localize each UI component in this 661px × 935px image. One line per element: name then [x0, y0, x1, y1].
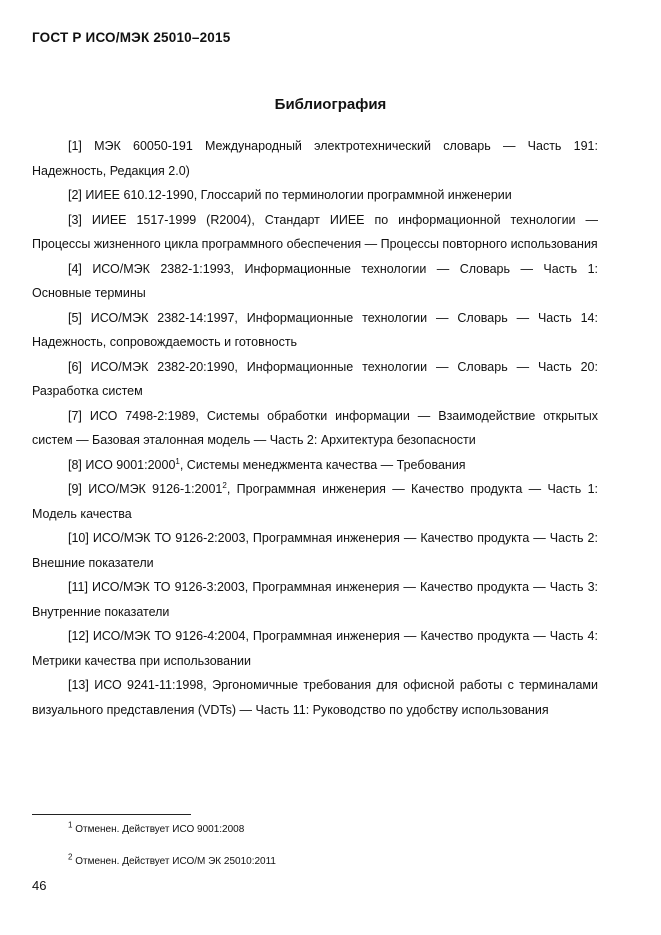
reference-9-rest: , Программная инженерия — Качество продукта — Часть 1: Модель качества: [32, 482, 598, 521]
reference-8-rest: , Системы менеджмента качества — Требования: [179, 457, 466, 472]
bibliography-list: [32, 134, 598, 722]
page-title: Библиография: [274, 96, 387, 113]
reference-4: [4] ИСО/МЭК 2382-1:1993, Информационные технологии — Словарь — Часть 1: Основные термины: [32, 261, 598, 300]
reference-9: [32, 477, 598, 526]
reference-3: [3] ИИЕЕ 1517-1999 (R2004), Стандарт ИИЕЕ по информационной технологии — Процессы жизненного цикла программного обеспечения — Процессы повторного использования: [32, 212, 598, 251]
reference-13: [13] ИСО 9241-11:1998, Эргономичные требования для офисной работы с терминалами визуального представления (VDTs) — Часть 11: Руководство по удобству использования: [32, 678, 598, 717]
reference-8-main: [8] ИСО 9001:2000: [68, 457, 176, 472]
footnote-2: [68, 852, 276, 867]
reference-9-main: [9] ИСО/МЭК 9126-1:2001: [68, 482, 223, 496]
reference-5: [5] ИСО/МЭК 2382-14:1997, Информационные технологии — Словарь — Часть 14: Надежность, сопровождаемость и готовность: [32, 310, 598, 349]
reference-1: [1] МЭК 60050-191 Международный электротехнический словарь — Часть 191: Надежность, Редакция 2.0): [32, 139, 598, 178]
footnote-divider: [32, 814, 191, 815]
footnote-mark-1: 1: [175, 456, 180, 466]
reference-8: [32, 453, 598, 478]
reference-2: [2] ИИЕЕ 610.12-1990, Глоссарий по терминологии программной инженерии: [68, 188, 512, 202]
footnote-2-mark: 2: [68, 852, 73, 862]
document-header: ГОСТ Р ИСО/МЭК 25010–2015: [32, 30, 231, 45]
reference-11: [11] ИСО/МЭК ТО 9126-3:2003, Программная инженерия — Качество продукта — Часть 3: Внутренние показатели: [32, 580, 598, 619]
footnote-2-text: Отменен. Действует ИСО/М ЭК 25010:2011: [72, 856, 276, 867]
reference-10: [10] ИСО/МЭК ТО 9126-2:2003, Программная инженерия — Качество продукта — Часть 2: Внешние показатели: [32, 531, 598, 570]
footnote-1-text: Отменен. Действует ИСО 9001:2008: [72, 824, 245, 835]
reference-12: [12] ИСО/МЭК ТО 9126-4:2004, Программная инженерия — Качество продукта — Часть 4: Метрики качества при использовании: [32, 629, 598, 668]
reference-7: [7] ИСО 7498-2:1989, Системы обработки информации — Взаимодействие открытых систем — Базовая эталонная модель — Часть 2: Архитектура безопасности: [32, 408, 598, 447]
reference-6: [6] ИСО/МЭК 2382-20:1990, Информационные технологии — Словарь — Часть 20: Разработка систем: [32, 359, 598, 398]
footnote-1-mark: 1: [68, 820, 73, 830]
footnote-mark-2: 2: [222, 480, 227, 490]
page-number: 46: [32, 878, 47, 893]
footnote-1: [68, 820, 245, 835]
